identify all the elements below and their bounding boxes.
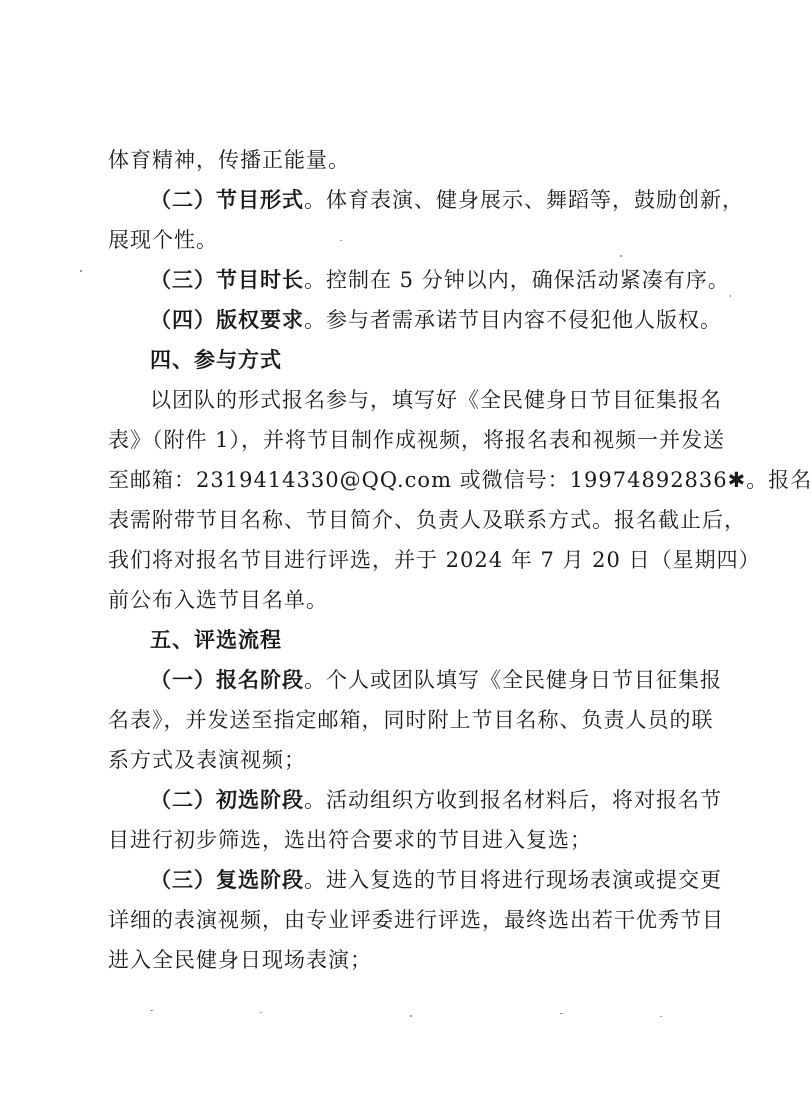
body-line: 体育精神，传播正能量。	[108, 148, 350, 172]
scan-speck	[620, 255, 622, 257]
body-line: 我们将对报名节目进行评选，并于 2024 年 7 月 20 日（星期四）	[108, 548, 761, 572]
scan-speck	[340, 240, 342, 241]
scan-speck	[660, 1016, 662, 1017]
stage-registration-line	[150, 666, 722, 696]
body-line: 表》（附件 1），并将节目制作成视频，将报名表和视频一并发送	[108, 428, 726, 452]
item-rest: 。进入复选的节目将进行现场表演或提交更	[304, 868, 722, 892]
scan-speck	[560, 1013, 563, 1014]
item-lead: （二）初选阶段	[150, 787, 304, 812]
section-heading-selection: 五、评选流程	[150, 628, 282, 652]
body-line: 详细的表演视频，由专业评委进行评选，最终选出若干优秀节目	[108, 908, 724, 932]
item-rest: 。参与者需承诺节目内容不侵犯他人版权。	[304, 308, 722, 332]
item-lead: （三）复选阶段	[150, 867, 304, 892]
body-line: 展现个性。	[108, 228, 218, 252]
body-line: 系方式及表演视频；	[108, 748, 306, 772]
item-rest: 。个人或团队填写《全民健身日节目征集报	[304, 668, 722, 692]
scan-speck	[730, 295, 731, 297]
item-lead: （二）节目形式	[150, 187, 304, 212]
section-heading-participation: 四、参与方式	[150, 348, 282, 372]
item-lead: （一）报名阶段	[150, 667, 304, 692]
scan-speck	[80, 270, 82, 272]
stage-review-line	[150, 866, 722, 896]
body-line: 以团队的形式报名参与，填写好《全民健身日节目征集报名	[150, 388, 722, 412]
scan-speck	[410, 1015, 412, 1017]
item-copyright-line	[150, 306, 722, 336]
body-line: 前公布入选节目名单。	[108, 588, 328, 612]
contact-line: 至邮箱：2319414330@QQ.com 或微信号：19974892836✱。报名	[108, 468, 812, 492]
item-form-line	[150, 186, 744, 216]
item-lead: （三）节目时长	[150, 267, 304, 292]
body-line: 进入全民健身日现场表演；	[108, 948, 372, 972]
item-rest: 。活动组织方收到报名材料后，将对报名节	[304, 788, 722, 812]
item-lead: （四）版权要求	[150, 307, 304, 332]
item-rest: 。体育表演、健身展示、舞蹈等，鼓励创新，	[304, 188, 744, 212]
body-line: 目进行初步筛选，选出符合要求的节目进入复选；	[108, 828, 592, 852]
body-line: 表需附带节目名称、节目简介、负责人及联系方式。报名截止后，	[108, 508, 746, 532]
scan-speck	[260, 1012, 262, 1013]
stage-preliminary-line	[150, 786, 722, 816]
item-duration-line	[150, 266, 730, 296]
item-rest: 。控制在 5 分钟以内，确保活动紧凑有序。	[304, 268, 730, 292]
body-line: 名表》，并发送至指定邮箱，同时附上节目名称、负责人员的联	[108, 708, 714, 732]
scan-speck	[150, 1010, 153, 1011]
